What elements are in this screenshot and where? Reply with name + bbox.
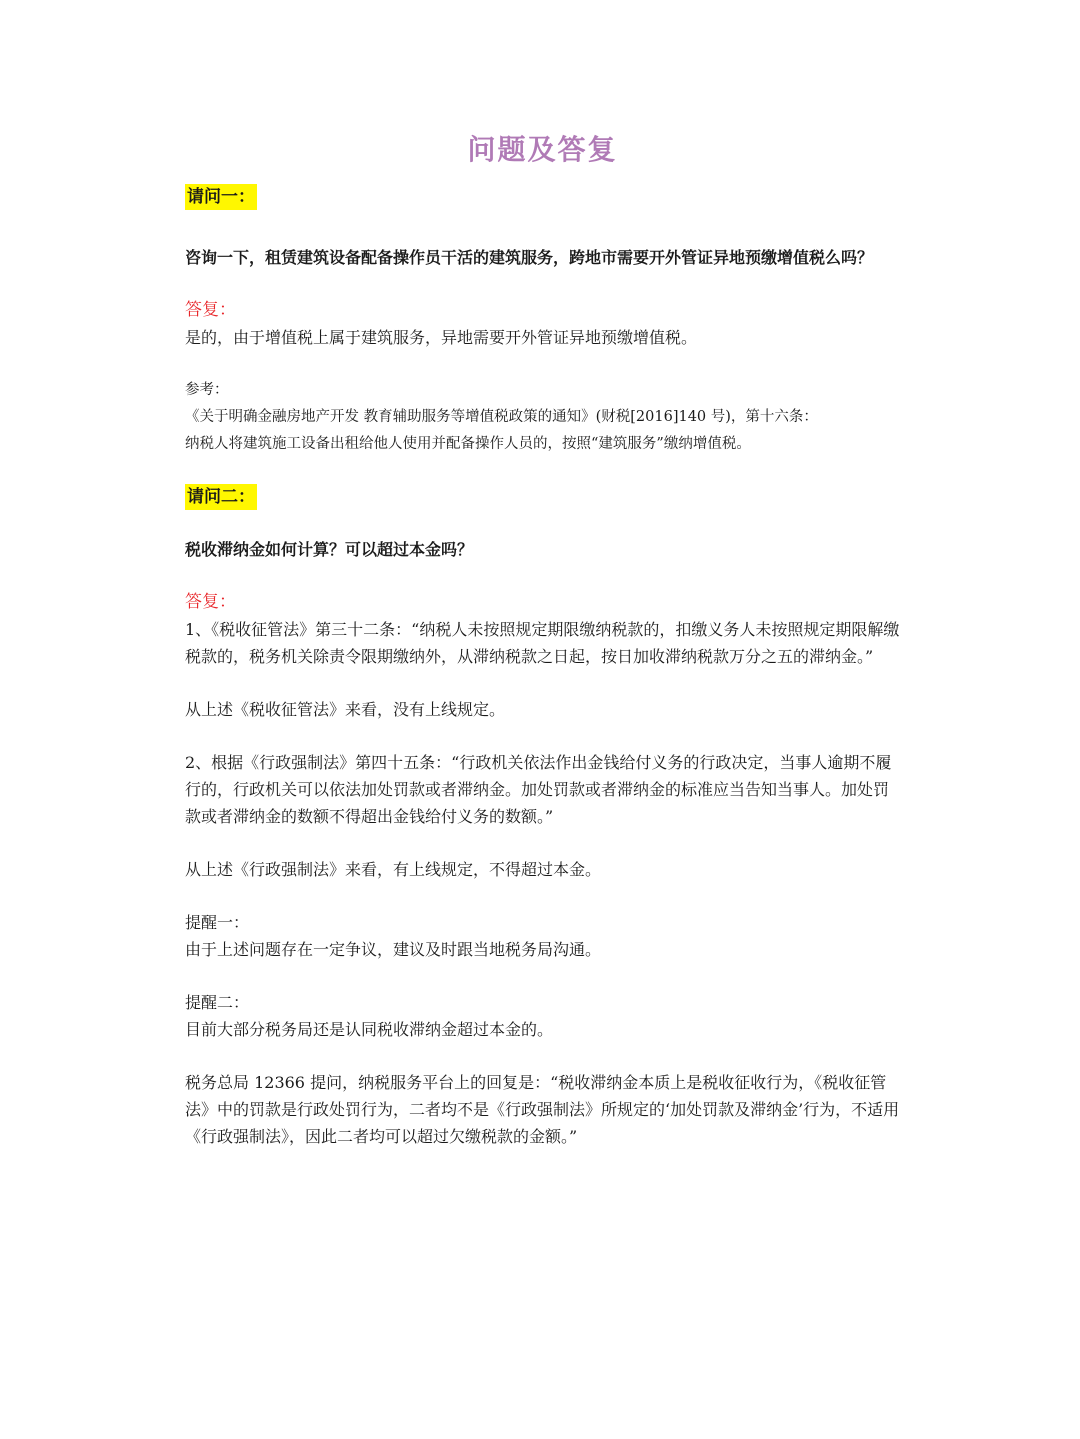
question-text: 税收滞纳金如何计算？可以超过本金吗？ bbox=[185, 540, 474, 559]
reminder-2-text: 目前大部分税务局还是认同税收滞纳金超过本金的。 bbox=[185, 1020, 554, 1039]
question-label: 请问二： bbox=[185, 484, 257, 510]
answer-text: 是的，由于增值税上属于建筑服务，异地需要开外管证异地预缴增值税。 bbox=[185, 328, 698, 347]
question-section-1 bbox=[185, 184, 900, 458]
reference-text: 纳税人将建筑施工设备出租给他人使用并配备操作人员的，按照“建筑服务”缴纳增值税。 bbox=[185, 436, 751, 452]
answer-paragraph-1: 1、《税收征管法》第三十二条：“纳税人未按照规定期限缴纳税款的，扣缴义务人未按照规定期限解缴税款的，税务机关除责令限期缴纳外，从滞纳税款之日起，按日加收滞纳税款万分之五的滞纳金。” bbox=[185, 620, 900, 666]
answer-paragraph-2: 2、根据《行政强制法》第四十五条：“行政机关依法作出金钱给付义务的行政决定，当事人逾期不履行的，行政机关可以依法加处罚款或者滞纳金。加处罚款或者滞纳金的标准应当告知当事人。加处罚款或者滞纳金的数额不得超出金钱给付义务的数额。” bbox=[185, 753, 892, 826]
reference-label: 参考： bbox=[185, 382, 229, 398]
answer-label: 答复： bbox=[185, 592, 236, 612]
question-label: 请问一： bbox=[185, 184, 257, 210]
document-page bbox=[185, 128, 900, 1150]
tax-bureau-reply: 税务总局 12366 提问，纳税服务平台上的回复是：“税收滞纳金本质上是税收征收行为，《税收征管法》中的罚款是行政处罚行为，二者均不是《行政强制法》所规定的‘加处罚款及滞纳金’行为，不适用《行政强制法》，因此二者均可以超过欠缴税款的金额。” bbox=[185, 1073, 900, 1146]
reminder-1-text: 由于上述问题存在一定争议，建议及时跟当地税务局沟通。 bbox=[185, 940, 602, 959]
answer-note-2: 从上述《行政强制法》来看，有上线规定，不得超过本金。 bbox=[185, 860, 602, 879]
question-text: 咨询一下，租赁建筑设备配备操作员干活的建筑服务，跨地市需要开外管证异地预缴增值税么吗？ bbox=[185, 248, 874, 267]
reminder-1-label: 提醒一： bbox=[185, 913, 250, 932]
answer-note-1: 从上述《税收征管法》来看，没有上线规定。 bbox=[185, 700, 506, 719]
reference-citation: 《关于明确金融房地产开发 教育辅助服务等增值税政策的通知》(财税[2016]140 号)，第十六条： bbox=[185, 409, 818, 425]
page-title: 问题及答复 bbox=[467, 133, 618, 166]
reminder-2-label: 提醒二： bbox=[185, 993, 250, 1012]
answer-label: 答复： bbox=[185, 300, 236, 320]
question-section-2 bbox=[185, 484, 900, 1150]
